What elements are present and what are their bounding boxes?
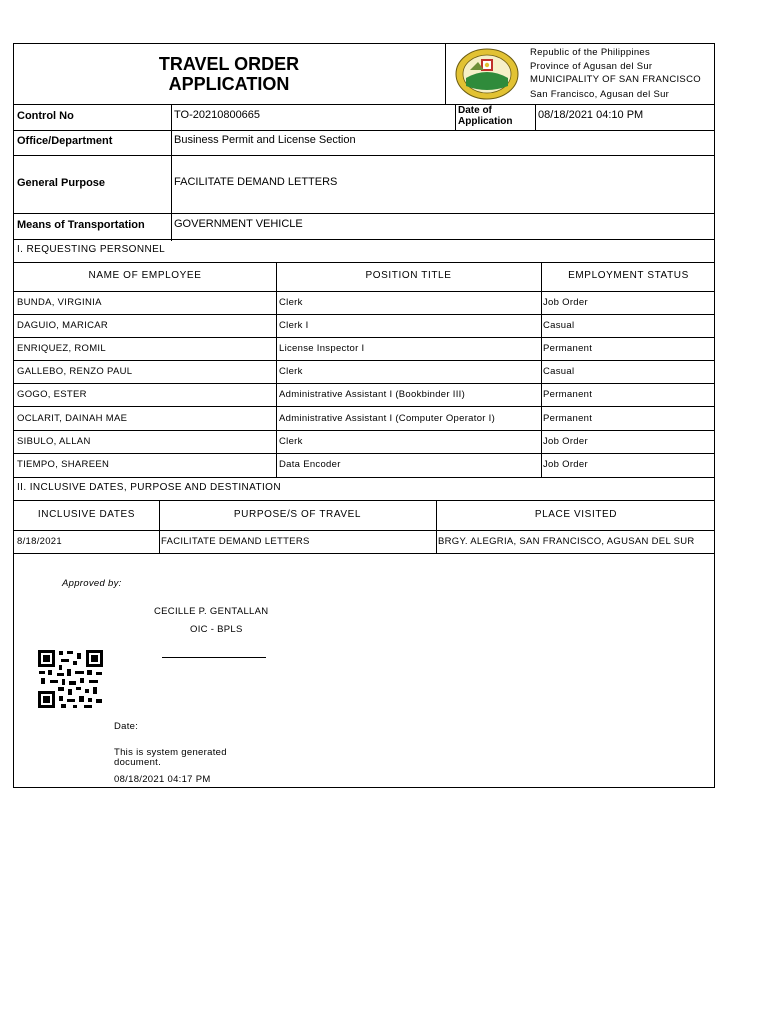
office-label: Office/Department xyxy=(17,135,113,147)
form-title-line2: APPLICATION xyxy=(168,74,290,94)
header-employment-status: EMPLOYMENT STATUS xyxy=(568,270,689,281)
section-inclusive-dates: II. INCLUSIVE DATES, PURPOSE AND DESTINATION xyxy=(17,482,281,493)
approver-name: CECILLE P. GENTALLAN xyxy=(154,606,269,617)
travel-purpose: FACILITATE DEMAND LETTERS xyxy=(161,536,310,547)
municipality-text: MUNICIPALITY OF SAN FRANCISCO xyxy=(530,74,701,85)
approved-by-label: Approved by: xyxy=(62,578,122,589)
approver-position: OIC - BPLS xyxy=(190,624,243,635)
employee-status: Casual xyxy=(543,366,575,377)
control-no-label: Control No xyxy=(17,110,74,122)
employee-status: Permanent xyxy=(543,413,593,424)
employee-name: SIBULO, ALLAN xyxy=(17,436,91,447)
employee-position: Administrative Assistant I (Computer Operator I) xyxy=(279,413,496,424)
employee-position: Clerk xyxy=(279,366,303,377)
employee-status: Permanent xyxy=(543,389,593,400)
system-note-line1: This is system generated xyxy=(114,747,227,758)
employee-position: Data Encoder xyxy=(279,459,341,470)
province-text: Province of Agusan del Sur xyxy=(530,61,653,72)
employee-position: Administrative Assistant I (Bookbinder III) xyxy=(279,389,466,400)
employee-name: OCLARIT, DAINAH MAE xyxy=(17,413,128,424)
header-place-visited: PLACE VISITED xyxy=(534,509,618,520)
approval-timestamp: 08/18/2021 04:17 PM xyxy=(114,774,211,785)
travel-order-form xyxy=(13,43,715,788)
employee-name: GALLEBO, RENZO PAUL xyxy=(17,366,133,377)
date-label: Date: xyxy=(114,721,139,732)
section-requesting-personnel: I. REQUESTING PERSONNEL xyxy=(17,244,166,255)
employee-name: GOGO, ESTER xyxy=(17,389,87,400)
employee-position: License Inspector I xyxy=(279,343,365,354)
address-text: San Francisco, Agusan del Sur xyxy=(530,89,670,100)
date-of-application-label-2: Application xyxy=(458,116,513,127)
employee-status: Job Order xyxy=(543,297,588,308)
system-note-line2: document. xyxy=(114,757,162,768)
employee-name: BUNDA, VIRGINIA xyxy=(17,297,102,308)
employee-position: Clerk xyxy=(279,436,303,447)
date-of-application-label-1: Date of xyxy=(458,105,492,116)
form-title-line1: TRAVEL ORDER xyxy=(158,54,300,74)
employee-status: Job Order xyxy=(543,459,588,470)
purpose-value: FACILITATE DEMAND LETTERS xyxy=(174,176,338,188)
transport-value: GOVERNMENT VEHICLE xyxy=(174,218,303,230)
employee-status: Permanent xyxy=(543,343,593,354)
employee-position: Clerk xyxy=(279,297,303,308)
control-no-value: TO-20210800665 xyxy=(174,109,261,121)
travel-date: 8/18/2021 xyxy=(17,536,62,547)
header-name-of-employee: NAME OF EMPLOYEE xyxy=(88,270,202,281)
qr-code-icon xyxy=(37,649,104,709)
employee-status: Casual xyxy=(543,320,575,331)
employee-name: ENRIQUEZ, ROMIL xyxy=(17,343,106,354)
municipal-seal-icon xyxy=(454,48,520,100)
employee-name: DAGUIO, MARICAR xyxy=(17,320,109,331)
header-position-title: POSITION TITLE xyxy=(365,270,452,281)
signature-line xyxy=(162,657,266,658)
republic-text: Republic of the Philippines xyxy=(530,47,651,58)
transport-label: Means of Transportation xyxy=(17,219,145,231)
employee-status: Job Order xyxy=(543,436,588,447)
header-purpose-of-travel: PURPOSE/S OF TRAVEL xyxy=(233,509,362,520)
employee-position: Clerk I xyxy=(279,320,309,331)
purpose-label: General Purpose xyxy=(17,177,106,189)
date-of-application-value: 08/18/2021 04:10 PM xyxy=(538,109,644,121)
travel-place: BRGY. ALEGRIA, SAN FRANCISCO, AGUSAN DEL SUR xyxy=(438,536,695,547)
office-value: Business Permit and License Section xyxy=(174,134,356,146)
employee-name: TIEMPO, SHAREEN xyxy=(17,459,110,470)
header-inclusive-dates: INCLUSIVE DATES xyxy=(37,509,136,520)
